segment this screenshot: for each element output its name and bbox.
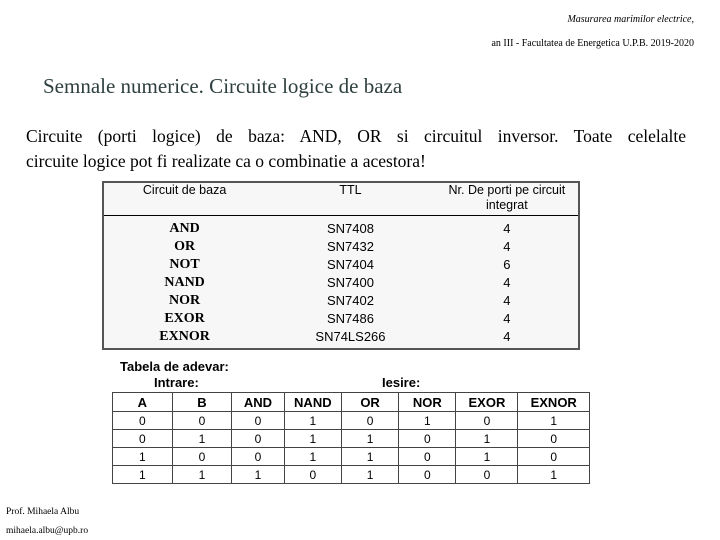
ttl-code: SN7400: [326, 275, 374, 290]
intro-paragraph: [26, 124, 686, 174]
col-header-ttl: TTL: [265, 183, 436, 216]
table-row: [104, 292, 578, 310]
table-row: [104, 310, 578, 328]
input-group-label: Intrare:: [154, 375, 199, 390]
cell: 0: [518, 430, 590, 448]
ttl-code: SN7408: [326, 221, 374, 236]
cell: 1: [456, 448, 518, 466]
footer-email: mihaela.albu@upb.ro: [6, 526, 89, 536]
cell: 0: [172, 448, 232, 466]
cell: 0: [399, 430, 456, 448]
col-header-a: A: [113, 393, 173, 412]
gate-name: NOR: [169, 293, 201, 308]
cell: 0: [399, 448, 456, 466]
gate-count: 4: [503, 239, 511, 254]
gate-name: EXOR: [164, 311, 205, 326]
slide-title: Semnale numerice. Circuite logice de baza: [43, 74, 403, 98]
col-header-exnor: EXNOR: [518, 393, 590, 412]
cell: 1: [172, 466, 232, 484]
col-header-or: OR: [341, 393, 398, 412]
table-row: [113, 412, 590, 430]
intro-line-1: Circuite (porti logice) de baza: AND, OR si circuitul inversor. Toate celelalte: [26, 126, 686, 146]
cell: 0: [113, 412, 173, 430]
col-header-b: B: [172, 393, 232, 412]
col-header-exor: EXOR: [456, 393, 518, 412]
cell: 1: [284, 448, 341, 466]
gate-name: NOT: [169, 257, 200, 272]
cell: 1: [399, 412, 456, 430]
gate-count: 4: [503, 311, 511, 326]
truth-table-groups: [112, 375, 590, 392]
gate-count: 6: [503, 257, 511, 272]
header-course: Masurarea marimilor electrice,: [567, 14, 694, 25]
table-row: [113, 466, 590, 484]
col-header-circuit: Circuit de baza: [104, 183, 265, 216]
cell: 0: [284, 466, 341, 484]
table-row: [104, 328, 578, 346]
output-group-label: Iesire:: [382, 375, 421, 390]
cell: 1: [341, 466, 398, 484]
cell: 1: [518, 466, 590, 484]
header-faculty: an III - Facultatea de Energetica U.P.B. 2019-2020: [491, 38, 694, 49]
col-header-nor: NOR: [399, 393, 456, 412]
gate-count: 4: [503, 275, 511, 290]
cell: 0: [456, 412, 518, 430]
cell: 1: [113, 466, 173, 484]
gate-count: 4: [503, 293, 511, 308]
table-row: [104, 274, 578, 292]
cell: 1: [284, 412, 341, 430]
truth-table-block: [112, 359, 590, 484]
ttl-code: SN7404: [326, 257, 374, 272]
cell: 1: [341, 430, 398, 448]
circuits-table: [102, 181, 580, 350]
col-header-and: AND: [232, 393, 284, 412]
cell: 1: [172, 430, 232, 448]
intro-line-2: circuite logice pot fi realizate ca o combinatie a acestora!: [26, 151, 426, 171]
table-row: [104, 256, 578, 274]
gate-count: 4: [503, 329, 511, 344]
gate-name: OR: [174, 239, 196, 254]
gate-name: AND: [169, 221, 200, 236]
truth-table: [112, 392, 590, 484]
cell: 0: [341, 412, 398, 430]
cell: 0: [518, 448, 590, 466]
cell: 0: [172, 412, 232, 430]
cell: 0: [113, 430, 173, 448]
cell: 1: [284, 430, 341, 448]
cell: 1: [518, 412, 590, 430]
cell: 0: [232, 448, 284, 466]
gate-name: EXNOR: [159, 329, 210, 344]
cell: 1: [456, 430, 518, 448]
ttl-code: SN7402: [326, 293, 374, 308]
cell: 1: [341, 448, 398, 466]
cell: 0: [232, 430, 284, 448]
footer-author: Prof. Mihaela Albu: [6, 507, 80, 517]
table-row: [113, 430, 590, 448]
cell: 0: [399, 466, 456, 484]
col-header-gates: Nr. De porti pe circuit integrat: [436, 183, 578, 216]
gate-name: NAND: [164, 275, 205, 290]
table-row: [104, 238, 578, 256]
truth-table-header: [113, 393, 590, 412]
circuits-table-header: [104, 183, 578, 216]
ttl-code: SN7486: [326, 311, 374, 326]
col-header-nand: NAND: [284, 393, 341, 412]
cell: 0: [232, 412, 284, 430]
cell: 1: [113, 448, 173, 466]
cell: 0: [456, 466, 518, 484]
table-row: [113, 448, 590, 466]
truth-table-caption: Tabela de adevar:: [120, 359, 229, 374]
table-row: [104, 220, 578, 238]
gate-count: 4: [503, 221, 511, 236]
ttl-code: SN74LS266: [315, 329, 386, 344]
ttl-code: SN7432: [326, 239, 374, 254]
cell: 1: [232, 466, 284, 484]
